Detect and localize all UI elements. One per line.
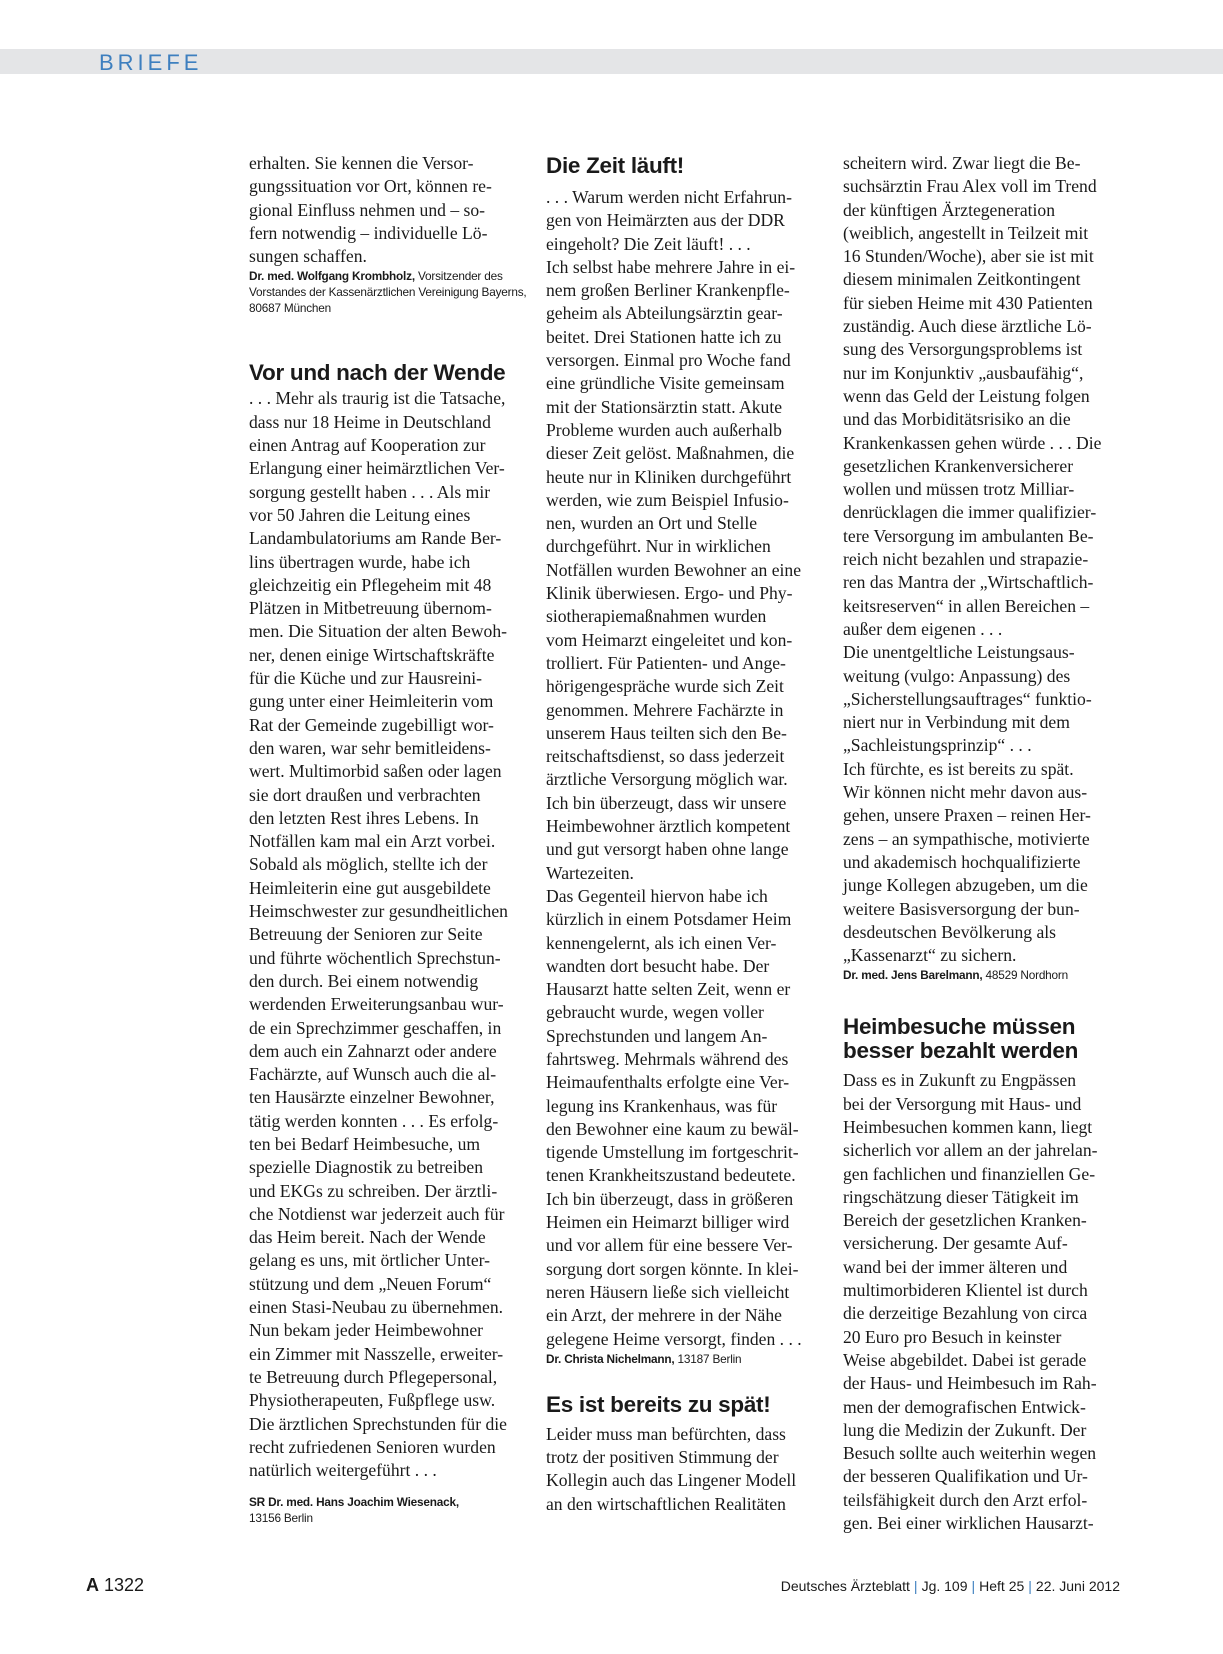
page-number [86,1573,144,1597]
letter-signature-nichelmann [546,1351,824,1367]
letter-signature-barelmann [843,967,1121,983]
intro-signature-name: Dr. med. Wolfgang Krombholz, [249,269,415,284]
footer-separator: | [1028,1578,1032,1594]
page-prefix: A [86,1575,99,1595]
letter-body-die-zeit-laeuft: . . . Warum werden nicht Erfahrun- gen von Heimärzten aus der DDR eingeholt? Die Zeit läuft! . . . Ich selbst habe mehrere Jahre in ei- nem großen Berliner Krankenpfle- geheim als Abteilungsärztin gear- beitet. Drei Stationen hatte ich zu versorgen. Einmal pro Woche fand eine gründliche Visite gemeinsam mit der Stationsärztin statt. Akute Probleme wurden auch außerhalb dieser Zeit gelöst. Maßnahmen, die heute nur in Kliniken durchgeführt werden, wie zum Beispiel Infusio- nen, wurden an Ort und Stelle durchgeführt. Nur in wirklichen Notfällen wurden Bewohner an eine Klinik überwiesen. Ergo- und Phy- siotherapiemaßnahmen wurden vom Heimarzt eingeleitet und kon- trolliert. Für Patienten- und Ange- hörigengespräche wurde sich Zeit genommen. Mehrere Fachärzte in unserem Haus teilten sich den Be- reitschaftsdienst, so dass jederzeit ärztliche Versorgung möglich war. Ich bin überzeugt, dass wir unsere Heimbewohner ärztlich kompetent und gut versorgt haben ohne lange Wartezeiten. Das Gegenteil hiervon habe ich kürzlich in einem Potsdamer Heim kennengelernt, als ich einen Ver- wandten dort besucht habe. Der Hausarzt hatte selten Zeit, wenn er gebraucht wurde, wegen voller Sprechstunden und langem An- fahrtsweg. Mehrmals während des Heimaufenthalts erfolgte eine Ver- legung ins Krankenhaus, was für den Bewohner eine kaum zu bewäl- tigende Umstellung im fortgeschrit- tenen Krankheitszustand bedeutete. Ich bin überzeugt, dass in größeren Heimen ein Heimarzt billiger wird und vor allem für eine bessere Ver- sorgung dort sorgen könnte. In klei- neren Häusern ließe sich vielleicht ein Arzt, der mehrere in der Nähe gelegene Heime versorgt, finden . . . [546,187,802,1349]
letter-title-vor-und-nach-der-wende: Vor und nach der Wende [249,360,506,386]
footer-separator: | [913,1578,918,1594]
column-2 [546,152,824,1516]
footer-separator: | [971,1578,976,1594]
intro-signature [249,268,527,316]
section-label: BRIEFE [99,50,203,75]
journal-volume: Jg. 109 [921,1578,968,1594]
signature-name-wiesenack: SR Dr. med. Hans Joachim Wiesenack, [249,1495,459,1510]
column-1 [249,152,527,1526]
signature-name-nichelmann: Dr. Christa Nichelmann, [546,1351,675,1366]
intro-signature-affiliation: Vorsitzender des Vorstandes der Kassenärztlichen Vereinigung Bayerns, 80687 München [249,269,527,316]
journal-date: 22. Juni 2012 [1035,1578,1120,1594]
signature-name-barelmann: Dr. med. Jens Barelmann, [843,968,983,983]
journal-name: Deutsches Ärzteblatt [780,1578,910,1594]
signature-location-barelmann: 48529 Nordhorn [982,968,1068,983]
letter-signature-wiesenack [249,1494,527,1526]
signature-location-wiesenack: 13156 Berlin [249,1511,313,1526]
footer-citation [781,1576,1120,1596]
letter-body-heimbesuche: Dass es in Zukunft zu Engpässen bei der Versorgung mit Haus- und Heimbesuchen kommen kann, liegt sicherlich vor allem an der jahrelan- gen fachlichen und finanziellen Ge- ringschätzung dieser Tätigkeit im Bereich der gesetzlichen Kranken- versicherung. Der gesamte Auf- wand bei der immer älteren und multimorbideren Klientel ist durch die derzeitige Bezahlung von circa 20 Euro pro Besuch in keinster Weise abgebildet. Dabei ist gerade der Haus- und Heimbesuch im Rah- men der demografischen Entwick- lung die Medizin der Zukunft. Der Besuch sollte auch weiterhin wegen der besseren Qualifikation und Ur- teilsfähigkeit durch den Arzt erfol- gen. Bei einer wirklichen Hausarzt- [843,1070,1098,1534]
column-3 [843,152,1121,1535]
signature-location-nichelmann: 13187 Berlin [674,1351,742,1366]
journal-issue: Heft 25 [979,1578,1025,1594]
letter-title-es-ist-bereits-zu-spaet: Es ist bereits zu spät! [546,1391,771,1417]
page-number-value: 1322 [99,1575,145,1595]
letter-body-vor-und-nach-der-wende: . . . Mehr als traurig ist die Tatsache, dass nur 18 Heime in Deutschland einen Antrag auf Kooperation zur Erlangung einer heimärztlichen Ver- sorgung gestellt haben . . . Als mir vor 50 Jahren die Leitung eines Landambulatoriums am Rande Ber- lins übertragen wurde, habe ich gleichzeitig ein Pflegeheim mit 48 Plätzen in Mitbetreuung übernom- men. Die Situation der alten Bewoh- ner, denen einige Wirtschaftskräfte für die Küche und zur Hausreini- gung unter einer Heimleiterin vom Rat der Gemeinde zugebilligt wor- den waren, war sehr bemitleidens- wert. Multimorbid saßen oder lagen sie dort draußen und verbrachten den letzten Rest ihres Lebens. In Notfällen kam mal ein Arzt vorbei. Sobald als möglich, stellte ich der Heimleiterin eine gut ausgebildete Heimschwester zur gesundheitlichen Betreuung der Senioren zur Seite und führte wöchentlich Sprechstun- den durch. Bei einem notwendig werdenden Erweiterungsanbau wur- de ein Sprechzimmer geschaffen, in dem auch ein Zahnarzt oder andere Fachärzte, auf Wunsch auch die al- ten Hausärzte einzelner Bewohner, tätig werden konnten . . . Es erfolg- ten bei Bedarf Heimbesuche, um spezielle Diagnostik zu betreiben und EKGs zu schreiben. Der ärztli- che Notdienst war jederzeit auch für das Heim bereit. Nach der Wende gelang es uns, mit örtlicher Unter- stützung und dem „Neuen Forum“ einen Stasi-Neubau zu übernehmen. Nun bekam jeder Heimbewohner ein Zimmer mit Nasszelle, erweiter- te Betreuung durch Pflegepersonal, Physiotherapeuten, Fußpflege usw. Die ärztlichen Sprechstunden für die recht zufriedenen Senioren wurden natürlich weitergeführt . . . [249,388,508,1481]
letter-body-continued: scheitern wird. Zwar liegt die Be- suchsärztin Frau Alex voll im Trend der künftigen Ärztegeneration (weiblich, angestellt in Teilzeit mit 16 Stunden/Woche), aber sie ist mit diesem minimalen Zeitkontingent für sieben Heime mit 430 Patienten zuständig. Auch diese ärztliche Lö- sung des Versorgungsproblems ist nur im Konjunktiv „ausbaufähig“, wenn das Geld der Leistung folgen und das Morbiditätsrisiko an die Krankenkassen gehen würde . . . Die gesetzlichen Krankenversicherer wollen und müssen trotz Milliar- denrücklagen die immer qualifizier- tere Versorgung im ambulanten Be- reich nicht bezahlen und strapazie- ren das Mantra der „Wirtschaftlich- keitsreserven“ in allen Bereichen – außer dem eigenen . . . Die unentgeltliche Leistungsaus- weitung (vulgo: Anpassung) des „Sicherstellungsauftrages“ funktio- niert nur in Verbindung mit dem „Sachleistungsprinzip“ . . . Ich fürchte, es ist bereits zu spät. Wir können nicht mehr davon aus- gehen, unsere Praxen – reinen Her- zens – an sympathische, motivierte und akademisch hochqualifizierte junge Kollegen abzugeben, um die weitere Basisversorgung der bun- desdeutschen Bevölkerung als „Kassenarzt“ zu sichern. [843,153,1102,966]
intro-text: erhalten. Sie kennen die Versor- gungssituation vor Ort, können re- gional Einfluss nehmen und – so- fern notwendig – individuelle Lö- sungen schaffen. [249,153,492,267]
letter-title-die-zeit-laeuft: Die Zeit läuft! [546,153,685,178]
letter-title-heimbesuche: Heimbesuche müssen besser bezahlt werden [843,1014,1079,1064]
letter-body-es-ist-bereits-zu-spaet: Leider muss man befürchten, dass trotz der positiven Stimmung der Kollegin auch das Lingener Modell an den wirtschaftlichen Realitäten [546,1423,797,1514]
